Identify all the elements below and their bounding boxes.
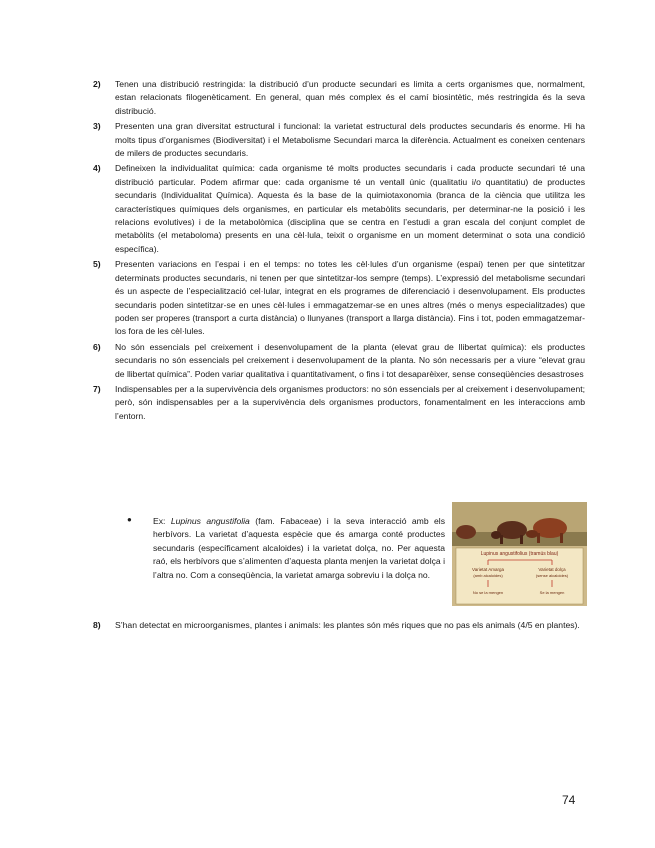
left-sub: (amb alcaloides)	[473, 573, 503, 578]
figure-svg	[452, 502, 587, 606]
item-text: Presenten variacions en l’espai i en el temps: no totes les cèl·lules d’un organisme (espai) tenen per que sintetitzar determinats productes secundaris, ni tenen per que sintetitzar-los sempre (temps). L’expressió del metabolisme secundari és un aspecte de l’especialització cel·lular, integrat en els programes de diferenciació i desenvolupament. Els productes secundaris poden sintetitzar-se en unes cèl·lules i emmagatzemar-se en unes altres (més o menys especialitzades) que poden ser properes (transport a curta distància) o llunyanes (transport a llarga distància). Fins i tot, poden emmagatzemar-los fora de les cèl·lules.	[115, 259, 585, 337]
item-text: Defineixen la individualitat química: cada organisme té molts productes secundaris i cada producte secundari té una distribució particular. Podem afirmar que: cada organisme té un ventall únic (qualitatiu i/o quantitatiu) de productes secundaris (Individualitat Química). Aquesta és la base de la quimiotaxonomia (branca de la ciència que utilitza les característiques químiques dels organismes, en particular els metabòlits secundaris, per determinar-ne la posició i les relacions evolutives) i de la metabolòmica (disciplina que se centra en l’estudi a gran escala del conjunt complet de metabòlits (el metaboloma) presents en una cèl·lula, teixit o organisme en un moment determinat o sota una condició específica).	[115, 163, 585, 254]
species-name: Lupinus angustifolia	[170, 516, 250, 526]
example-prefix: Ex:	[153, 516, 171, 526]
list-item	[93, 341, 585, 381]
right-label: Varietat dolça	[538, 567, 566, 572]
item-number: 4)	[93, 163, 101, 174]
item-number: 2)	[93, 79, 101, 89]
item-number: 3)	[93, 121, 101, 132]
list-item	[93, 258, 585, 338]
item-text: S’han detectat en microorganismes, plantes i animals: les plantes són més riques que no pas els animals (4/5 en plantes).	[115, 620, 580, 630]
left-result: No se la mengen	[472, 590, 504, 595]
item-text: No són essencials pel creixement i desenvolupament de la planta (elevat grau de llibertat química): els productes secundaris no són essencials pel creixement i desenvolupament de la planta. No són necessaris per a viure “elevat grau de llibertat química”. Poden variar qualitativa i quantitativament, o fins i tot desaparèixer, sense conseqüències desastroses	[115, 341, 585, 379]
item-number: 5)	[93, 259, 101, 270]
figure-title: Lupinus angustifolius (tramús blau)	[480, 551, 559, 557]
right-sub: (sense alcaloides)	[535, 573, 569, 578]
item-text: Tenen una distribució restringida: la distribució d’un producte secundari es limita a certs organismes que, normalment, estan relacionats filogenèticament. En general, quan més complex és el camí biosintètic, més restringida és la seva distribució.	[115, 79, 585, 116]
example-body: (fam. Fabaceae) i la seva interacció amb els herbívors. La varietat d’aquesta espècie que és amarga conté productes secundaris (específicament alcaloides) i la varietat dolça, no. Per aquesta raó, els herbívors que s’alimenten d’aquesta planta menjen la varietat dolça i l’altra no. Com a conseqüència, la varietat amarga sobreviu i la dolça no.	[153, 516, 445, 580]
item-text: Indispensables per a la supervivència dels organismes productors: no són essencials per al creixement i desenvolupament; però, són indispensables per a la supervivència dels organismes productors, fonamentalment en les interaccions amb l’entorn.	[115, 383, 585, 421]
list-item	[93, 619, 607, 632]
numbered-list	[93, 78, 585, 425]
list-item	[93, 162, 585, 256]
item-number: 8)	[93, 620, 101, 630]
list-item	[93, 383, 585, 423]
list-item	[93, 78, 585, 118]
item-number: 7)	[93, 383, 101, 394]
left-label: Varietat Amarga	[472, 567, 504, 572]
lupinus-figure	[452, 502, 587, 606]
list-item	[93, 120, 585, 160]
example-text	[127, 515, 445, 582]
bullet-icon: ●	[127, 515, 132, 524]
item-text: Presenten una gran diversitat estructural i funcional: la varietat estructural dels productes secundaris és enorme. Hi ha molts tipus d’organismes (Biodiversitat) i el Metabolisme Secundari marca la diferència. Actualment es coneixen centenars de milers de productes secundaris.	[115, 121, 585, 159]
right-result: Se la mengen	[539, 590, 565, 595]
example-paragraph	[127, 515, 445, 582]
page-number: 74	[562, 793, 576, 807]
item-number: 6)	[93, 341, 101, 352]
